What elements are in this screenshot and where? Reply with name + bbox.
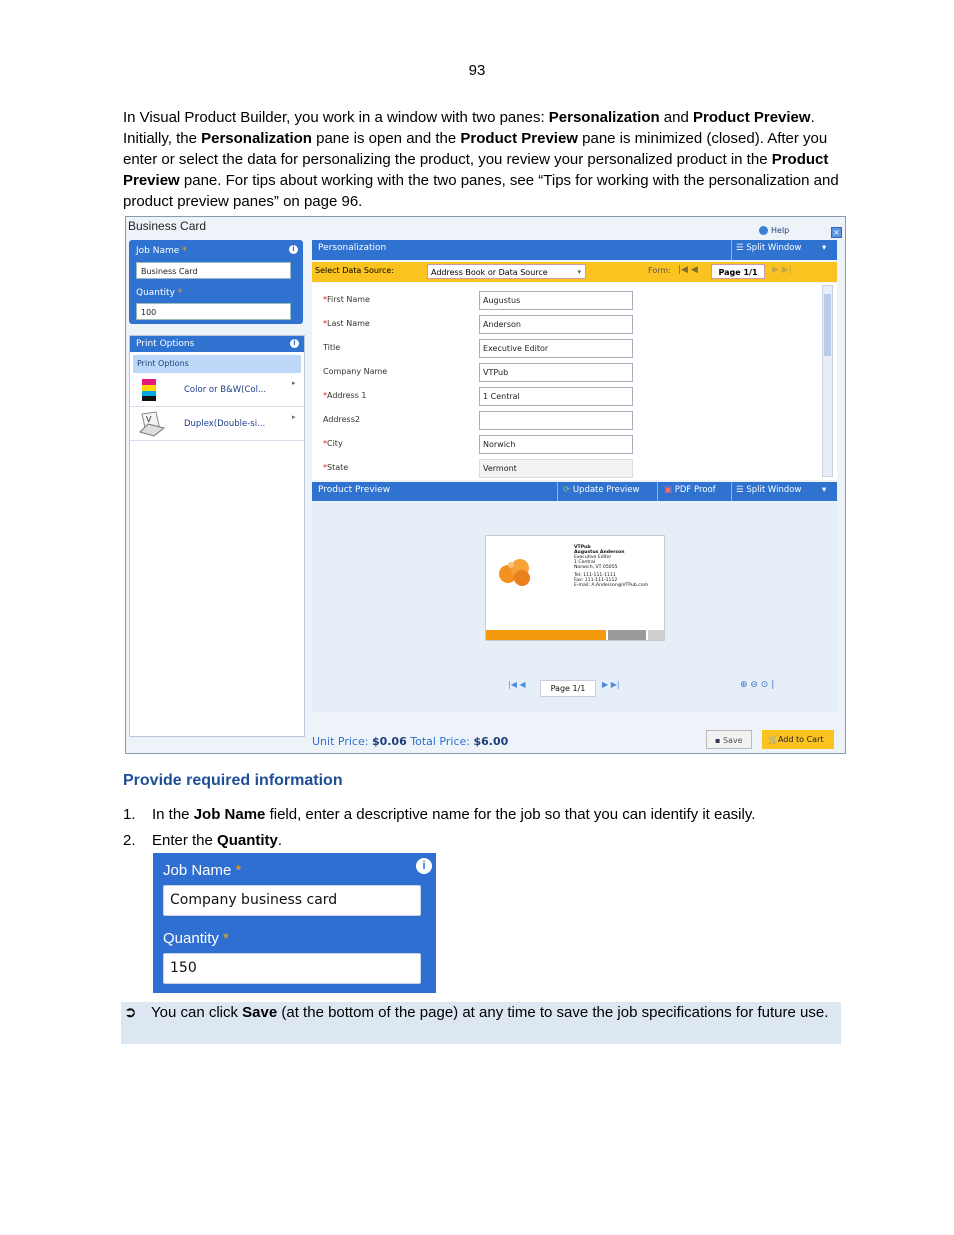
add-to-cart-button[interactable] [762,730,834,749]
price-footer [312,722,845,753]
intro-paragraph [123,107,845,212]
print-options-subheader: Print Options [133,355,301,373]
update-preview-button[interactable] [563,485,639,495]
price-summary [312,735,508,748]
divider [657,482,658,501]
chevron-down-icon[interactable]: ▾ [822,485,827,495]
select-data-source-label: Select Data Source: [315,266,395,275]
field-label-text: Address 1 [327,391,367,400]
help-label: Help [771,226,790,235]
personalization-header [312,240,837,260]
required-star: * [323,295,327,304]
data-source-value: Address Book or Data Source [431,268,548,277]
product-preview-header [312,482,837,501]
field-input[interactable]: Vermont [479,459,633,478]
field-input[interactable] [479,411,633,430]
job-name-label [136,246,187,256]
field-label-text: Last Name [327,319,370,328]
field-input[interactable]: Augustus [479,291,633,310]
tip-text-part: (at the bottom of the page) at any time to save the job specifications for future use. [277,1004,829,1021]
divider [731,240,732,260]
product-preview-area [312,502,837,712]
tip-text [151,1002,839,1023]
split-window-button[interactable]: ☰ Split Window [736,485,802,495]
close-icon[interactable]: × [831,227,842,238]
intro-bold: Product Preview [693,109,811,126]
help-link[interactable] [759,226,789,235]
page-number: 93 [468,62,486,79]
product-preview-title: Product Preview [318,485,391,495]
field-label-text: Address2 [323,415,360,424]
card-text-line: Tel: 111-111-1111 [574,573,616,578]
required-star: * [323,439,327,448]
svg-text:V: V [146,415,152,424]
card-text-line: 1 Central [574,560,596,565]
card-stripe-light [648,630,664,640]
field-label [323,319,370,328]
chevron-down-icon: ▾ [577,268,581,276]
form-page-box[interactable]: Page 1/1 [711,264,765,279]
field-input[interactable]: Executive Editor [479,339,633,358]
job-name-label-text: Job Name [163,862,232,879]
refresh-icon: ⟳ [563,485,571,495]
field-label [323,343,340,352]
window-title: Business Card [128,219,207,233]
form-next-last-icons[interactable]: ▶ ▶| [772,265,792,275]
field-label [323,439,343,448]
intro-text: . Initially, the [123,109,815,147]
required-star: * [235,862,242,879]
field-input[interactable]: Norwich [479,435,633,454]
add-to-cart-label: Add to Cart [777,735,824,744]
field-input[interactable]: 1 Central [479,387,633,406]
personalization-form [312,283,837,480]
print-options-panel [129,335,305,737]
chevron-right-icon: ▸ [292,379,296,387]
scrollbar-thumb[interactable] [824,294,831,356]
print-options-header[interactable] [130,336,304,352]
field-label [323,295,370,304]
intro-text: pane is open and the [311,130,461,147]
print-option-duplex[interactable] [130,407,304,441]
card-text-line: Augustus Anderson [574,550,625,555]
save-label: Save [722,736,743,745]
chevron-down-icon[interactable]: ▾ [822,243,827,253]
job-name-label [163,862,241,879]
help-icon [759,226,768,235]
divider [731,482,732,501]
required-star: * [182,246,187,256]
required-star: * [177,288,183,298]
step-text: In the [152,806,194,823]
form-label: Form: [648,266,671,275]
step-text: Enter the [152,832,218,849]
intro-text: In Visual Product Builder, you work in a window with two panes: [123,109,549,126]
pdf-proof-label: PDF Proof [674,485,716,495]
quantity-label-text: Quantity [136,288,175,298]
disk-icon: ▪ [715,736,721,745]
field-label-text: State [327,463,349,472]
print-option-label: Color or B&W(Col... [184,385,267,395]
intro-bold: Product Preview [123,151,829,189]
color-cartridge-icon [140,377,158,403]
divider [557,482,558,501]
field-label-text: First Name [327,295,370,304]
split-window-label: Split Window [746,243,802,253]
preview-next-icons[interactable]: ▶ ▶| [602,680,620,689]
step-item [123,802,755,828]
cart-icon: 🛒 [768,735,778,744]
duplex-paper-icon [138,410,168,438]
save-button[interactable] [706,730,752,749]
intro-text: and [659,109,694,126]
required-star: * [323,319,327,328]
field-label [323,391,367,400]
unit-price-label: Unit Price: [312,735,369,748]
personalization-title: Personalization [318,243,387,253]
intro-text: pane is minimized (closed). After you enter or select the data for personalizing the product, you review your personalized product in the [123,130,828,168]
field-label-text: City [327,439,343,448]
card-text-line: Fax: 111-111-1112 [574,578,618,583]
unit-price: $0.06 [371,735,407,748]
split-window-button[interactable]: ☰ Split Window [736,243,802,253]
steps-list [123,802,755,854]
print-options-header-text: Print Options [136,339,195,349]
field-label [323,463,348,472]
split-window-label: Split Window [746,485,802,495]
quantity-label [163,930,229,947]
chevron-right-icon: ▸ [292,413,296,421]
tip-box [121,1002,841,1044]
form-first-prev-icons[interactable]: |◀ ◀ [678,265,698,275]
job-quantity-zoom-screenshot [153,853,436,993]
field-label-text: Company Name [323,367,388,376]
business-card-preview [485,535,665,641]
section-heading: Provide required information [123,772,343,789]
step-number: 1. [123,806,136,823]
field-input[interactable]: VTPub [479,363,633,382]
step-text: field, enter a descriptive name for the job so that you can identify it easily. [265,806,756,823]
oranges-image [496,554,536,588]
preview-page-box[interactable]: Page 1/1 [540,680,596,697]
data-source-select[interactable] [427,264,586,279]
form-scrollbar[interactable] [822,285,833,477]
quantity-input[interactable]: 150 [163,953,421,984]
visual-product-builder-screenshot [125,216,846,754]
field-input[interactable]: Anderson [479,315,633,334]
zoom-icons[interactable]: ⊕ ⊖ ⊙ | [740,680,775,690]
card-stripe-orange [486,630,606,640]
total-price-label: Total Price: [410,735,470,748]
info-icon[interactable]: i [289,245,298,254]
quantity-label [136,288,182,298]
job-name-input[interactable]: Company business card [163,885,421,916]
required-star: * [223,930,229,947]
pdf-icon: ▣ [664,485,673,495]
intro-bold: Personalization [201,130,312,147]
arrow-right-icon: ➲ [124,1004,137,1021]
total-price: $6.00 [473,735,509,748]
job-name-input[interactable]: Business Card [136,262,291,279]
step-bold: Job Name [193,806,266,823]
update-preview-label: Update Preview [572,485,640,495]
quantity-label-text: Quantity [163,930,219,947]
pdf-proof-button[interactable] [664,485,716,495]
step-bold: Quantity [217,832,278,849]
tip-text-part: You can click [151,1004,243,1021]
required-star: * [323,391,327,400]
quantity-input[interactable]: 100 [136,303,291,320]
job-name-label-text: Job Name [136,246,180,256]
print-option-label: Duplex(Double-si... [184,419,266,429]
job-panel [129,240,303,324]
required-star: * [323,463,327,472]
info-icon[interactable]: i [416,858,432,874]
intro-text: pane. For tips about working with the two panes, see “Tips for working with the personalization and product preview panes” on page 96. [123,172,839,210]
tip-bold: Save [242,1004,278,1021]
step-number: 2. [123,832,136,849]
card-text-line: E-mail: A.Anderson@VTPub.com [574,583,649,588]
card-text-line: VTPub [574,545,591,550]
field-label [323,415,360,424]
info-icon[interactable]: i [290,339,299,348]
step-item [123,828,755,854]
step-text: . [277,832,283,849]
field-label [323,367,387,376]
data-source-bar [312,262,837,282]
card-stripe-gray [608,630,646,640]
preview-prev-icons[interactable]: |◀ ◀ [508,680,526,689]
intro-bold: Product Preview [460,130,578,147]
card-text-line: Executive Editor [574,555,612,560]
intro-bold: Personalization [548,109,660,126]
card-text-line: Norwich, VT 05055 [574,565,618,570]
field-label-text: Title [323,343,341,352]
print-option-color[interactable] [130,373,304,407]
